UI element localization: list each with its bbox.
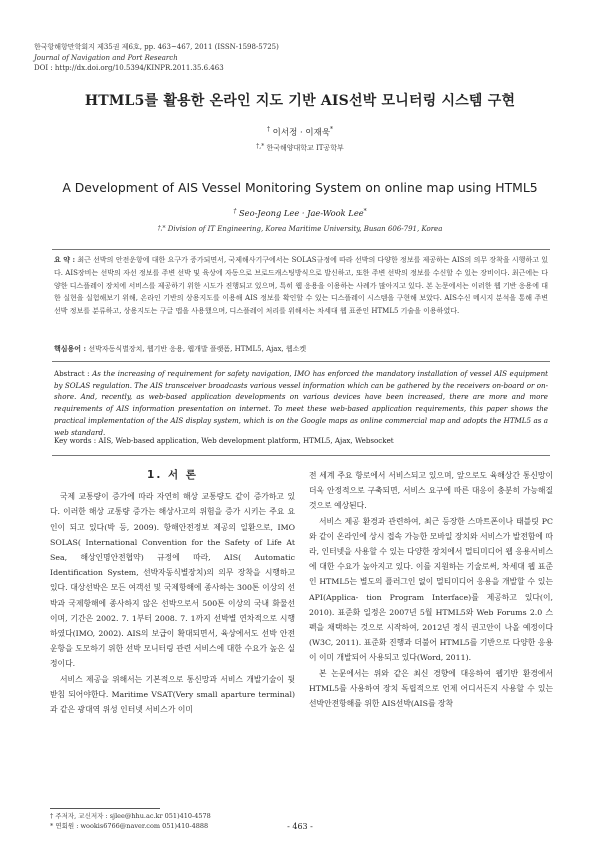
abstract-top-rule: [52, 249, 550, 250]
english-abstract: [54, 368, 548, 438]
korean-keywords-label: 핵심용어 :: [54, 344, 87, 353]
english-affil-text: Division of IT Engineering, Korea Maritime University, Busan 606-791, Korea: [167, 225, 443, 233]
section-heading: 1. 서 론: [147, 469, 198, 481]
footnote-corresponding-author: † 주저자, 교신저자 : sjlee@hhu.ac.kr 051)410-4578: [50, 812, 211, 820]
body-paragraph: 서비스 제공 환경과 관련하여, 최근 등장한 스마트폰이나 태블릿 PC와 같이 온라인에 상시 접속 가능한 모바일 장치와 서비스가 발전함에 따라, 인터넷을 사용할 수 있는 다양한 장치에서 멀티미디어 웹 응용서비스에 대한 수요가 높아지고 있다. 이를 지원하는 기술로써, 차세대 웹 표준인 HTML5는 별도의 플러그인 없이 멀티미디어 응용을 개발할 수 있는 API(Applica- tion Program Interface)를 제공하고 있다(이, 2010). 표준화 일정은 2007년 5월 HTML5와 Web Forums 2.0 스펙을 채택하는 것으로 시작하여, 2012년 정식 권고안이 나올 예정이다(W3C, 2011). 표준화 진행과 더불어 HTML5를 기반으로 다양한 응용이 이미 개발되어 사용되고 있다(Word, 2011).: [309, 516, 553, 663]
doi-link[interactable]: DOI : http://dx.doi.org/10.5394/KINPR.2011.35.6.463: [34, 64, 224, 72]
korean-abstract: [54, 254, 548, 318]
korean-keywords-text: 선박자동식별장치, 웹기반 응용, 웹개발 플랫폼, HTML5, Ajax, 웹소켓: [88, 345, 307, 353]
english-keywords: [54, 436, 548, 445]
korean-author-names: 이서정 · 이재욱: [272, 128, 331, 138]
body-paragraph: 본 논문에서는 위와 같은 최신 경향에 대응하여 웹기반 환경에서 HTML5를 사용하여 장치 독립적으로 언제 어디서든지 사용할 수 있는 선박안전항해를 위한 AIS선박(AIS를 장착: [309, 668, 553, 709]
korean-keywords: [54, 344, 548, 354]
english-author-suffix: *: [363, 208, 367, 215]
body-paragraph: 전 세계 주요 항로에서 서비스되고 있으며, 앞으로도 육해상간 통신망이 더욱 안정적으로 구축되면, 서비스 요구에 따른 대응이 충분히 가능해질 것으로 예상된다.: [309, 471, 553, 511]
english-keywords-label: Key words :: [54, 436, 97, 445]
korean-affil-text: 한국해양대학교 IT공학부: [266, 144, 344, 152]
english-authors: [0, 208, 600, 218]
body-left-column: [50, 468, 295, 717]
english-author-names: Seo-Jeong Lee · Jae-Wook Lee: [239, 208, 364, 218]
korean-author-suffix: *: [330, 126, 334, 133]
footnote-rule: [50, 808, 160, 809]
page-number: - 463 -: [287, 822, 313, 831]
journal-header: [34, 42, 279, 74]
abstract-bottom-rule: [52, 455, 550, 456]
korean-title: HTML5를 활용한 온라인 지도 기반 AIS선박 모니터링 시스템 구현: [84, 93, 516, 109]
body-paragraph: 서비스 제공을 위해서는 기본적으로 통신망과 서비스 개발기술이 뒷받침 되어야한다. Maritime VSAT(Very small aparture terminal)과 같은 광대역 위성 인터넷 서비스가 이미: [50, 674, 295, 715]
body-right-column: [309, 468, 553, 711]
english-affil-marker: †,*: [157, 225, 166, 232]
korean-author-marker: †: [266, 126, 270, 133]
korean-abstract-label: 요 약 :: [54, 255, 76, 264]
english-title: A Development of AIS Vessel Monitoring System on online map using HTML5: [62, 180, 538, 195]
korean-affil-marker: †,*: [256, 143, 265, 150]
english-affiliation: [0, 225, 600, 233]
korean-authors: [0, 126, 600, 138]
footnote-member: * 연회원 : wookis6766@naver.com 051)410-4888: [50, 822, 209, 830]
body-paragraph: 국제 교통량이 증가에 따라 자연히 해상 교통량도 같이 증가하고 있다. 이러한 해상 교통량 증가는 해상사고의 위험을 증가 시키는 주요 요인이 되고 있다(박 등, 2009). 항해안전정보 제공의 일환으로, IMO SOLAS( International Convention for the Safety of Life At Sea, 해상인명안전협약) 규정에 따라, AIS( Automatic Identification System, 선박자동식별장치)의 의무 장착을 시행하고 있다. 대상선박은 모든 여객선 및 국제항해에 종사하는 300톤 이상의 선박과 국제항해에 종사하지 않은 선박으로서 500톤 이상의 국내 화물선이며, 기간은 2002. 7. 1부터 2008. 7. 1까지 선박별 연차적으로 시행하였다(IMO, 2002). AIS의 보급이 확대되면서, 육상에서도 선박 안전운항을 도모하기 위한 선박 모니터링 관련 서비스에 대한 수요가 높은 실정이다.: [50, 492, 295, 669]
korean-affiliation: [0, 143, 600, 153]
english-abstract-label: Abstract :: [54, 369, 90, 378]
journal-name: Journal of Navigation and Port Research: [34, 53, 178, 62]
abstract-middle-rule: [52, 361, 550, 362]
english-abstract-text: As the increasing of requirement for safety navigation, IMO has enforced the mandatory installation of vessel AIS equipment by SOLAS regulation. The AIS transceiver broadcasts various vessel information which can be gathered by the receivers on-board or on-shore. And, recently, as web-based application developments on various devices have been increased, there are more and more requirements of AIS information presentation on internet. To meet these web-based application requirements, this paper shows the practical implementation of the AIS display system, which is on the Google maps as online commercial map and adopts the HTML5 as a web standard.: [54, 369, 548, 437]
english-author-marker: †: [233, 208, 237, 215]
journal-citation: 한국항해항만학회지 제35권 제6호, pp. 463~467, 2011 (ISSN-1598-5725): [34, 43, 279, 51]
english-keywords-text: AIS, Web-based application, Web development platform, HTML5, Ajax, Websocket: [98, 436, 394, 445]
korean-abstract-text: 최근 선박의 안전운항에 대한 요구가 증가되면서, 국제해사기구에서는 SOLAS규정에 따라 선박의 다양한 정보를 제공하는 AIS의 의무 장착을 시행하고 있다. AIS장비는 선박의 자선 정보를 주변 선박 및 육상에 자동으로 브로드캐스팅방식으로 발신하고, 또한 주변 선박의 정보를 수신할 수 있는 장비이다. 최근에는 다양한 디스플레이 장치에 서비스를 제공하기 위한 시도가 진행되고 있으며, 특히 웹 응용을 이용하는 사례가 많아지고 있다. 본 논문에서는 이러한 웹 기반 응용에 대한 실현을 실험해보기 위해, 온라인 기반의 상용지도를 이용해 AIS 정보를 확인할 수 있는 디스플레이 시스템을 구현해 보았다. AIS수신 메시지 분석을 통해 주변 선박 정보를 분류하고, 상용지도는 구글 맵을 사용했으며, 디스플레이 처리를 위해서는 차세대 웹 표준인 HTML5 기술을 이용하였다.: [54, 256, 548, 316]
